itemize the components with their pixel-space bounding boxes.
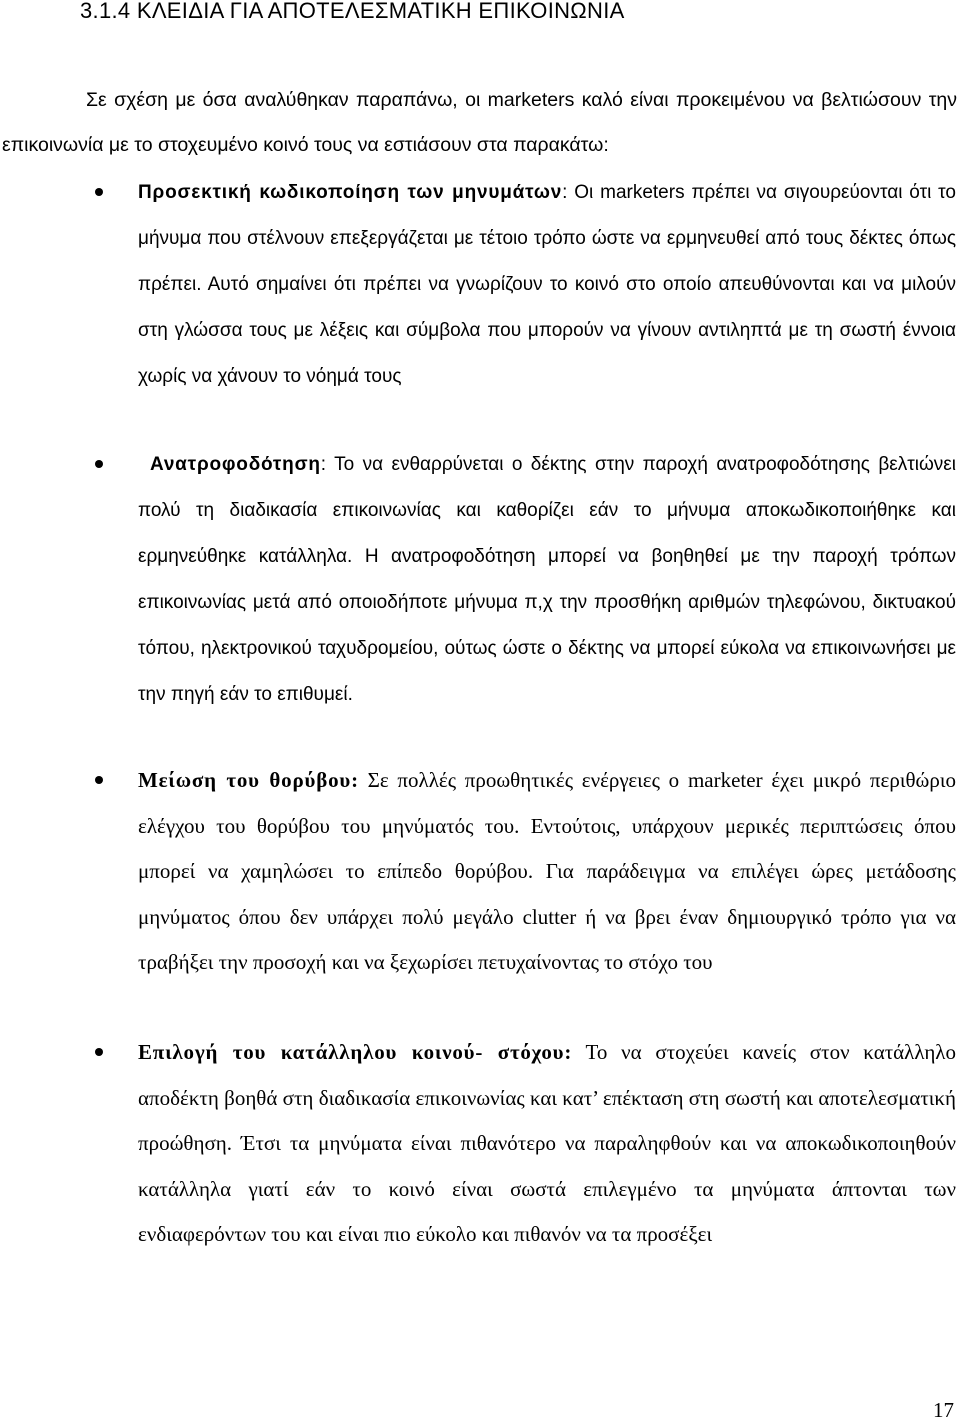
- page-number: 17: [933, 1398, 954, 1422]
- list-item-text: : Το να ενθαρρύνεται ο δέκτης στην παροχή ανατροφοδότησης βελτιώνει πολύ τη διαδικασία επικοινωνίας και καθορίζει εάν το μήνυμα αποκωδικοποιήθηκε και ερμηνεύθηκε κατάλληλα. Η ανατροφοδότηση μπορεί να βοηθηθεί με την παροχή τρόπων επικοινωνίας μετά από οποιοδήποτε μήνυμα π,χ την προσθήκη αριθμών τηλεφώνου, δικτυακού τόπου, ηλεκτρονικού ταχυδρομείου, ούτως ώστε ο δέκτης να μπορεί εύκολα να επικοινωνήσει με την πηγή εάν το επιθυμεί.: [138, 454, 956, 705]
- list-item-text: : Οι marketers πρέπει να σιγουρεύονται ότι το μήνυμα που στέλνουν επεξεργάζεται με τέτοιο τρόπο ώστε να ερμηνευθεί από τους δέκτες όπως πρέπει. Αυτό σημαίνει ότι πρέπει να γνωρίζουν το κοινό στο οποίο απευθύνονται και να μιλούν στη γλώσσα τους με λέξεις και σύμβολα που μπορούν να γίνουν αντιληπτά με τη σωστή έννοια χωρίς να χάνουν το νόημά τους: [138, 182, 956, 387]
- section-heading: 3.1.4 ΚΛΕΙΔΙΑ ΓΙΑ ΑΠΟΤΕΛΕΣΜΑΤΙΚΗ ΕΠΙΚΟΙΝΩΝΙΑ: [80, 0, 625, 23]
- list-item: [138, 442, 956, 718]
- intro-paragraph: Σε σχέση με όσα αναλύθηκαν παραπάνω, οι marketers καλό είναι προκειμένου να βελτιώσουν την επικοινωνία με το στοχευμένο κοινό τους να εστιάσουν στα παρακάτω:: [2, 89, 957, 156]
- bullet-icon: [95, 776, 103, 784]
- list-item: [138, 758, 956, 986]
- list-item-term: Προσεκτική κωδικοποίηση των μηνυμάτων: [138, 182, 563, 203]
- bullet-icon: [95, 460, 103, 468]
- list-item: [138, 1030, 956, 1258]
- list-item-term: Επιλογή του κατάλληλου κοινού- στόχου:: [138, 1040, 573, 1064]
- list-item-term: Μείωση του θορύβου:: [138, 768, 359, 792]
- list-item-term: Ανατροφοδότηση: [150, 454, 321, 475]
- list-item-text: Το να στοχεύει κανείς στον κατάλληλο αποδέκτη βοηθά στη διαδικασία επικοινωνίας και κατ’ επέκταση στη σωστή και αποτελεσματική προώθηση. Έτσι τα μηνύματα είναι πιθανότερο να παραληφθούν και να αποκωδικοποιηθούν κατάλληλα γιατί εάν το κοινό είναι σωστά επιλεγμένο τα μηνύματα άπτονται των ενδιαφερόντων του και είναι πιο εύκολο και πιθανόν να τα προσέξει: [138, 1040, 956, 1246]
- list-item: [138, 170, 956, 400]
- bullet-icon: [95, 1048, 103, 1056]
- bullet-icon: [95, 188, 103, 196]
- list-item-text: Σε πολλές προωθητικές ενέργειες ο marketer έχει μικρό περιθώριο ελέγχου του θορύβου του μηνύματός του. Εντούτοις, υπάρχουν μερικές περιπτώσεις όπου μπορεί να χαμηλώσει το επίπεδο θορύβου. Για παράδειγμα να επιλέγει ώρες μετάδοσης μηνύματος όπου δεν υπάρχει πολύ μεγάλο clutter ή να βρει έναν δημιουργικό τρόπο για να τραβήξει την προσοχή και να ξεχωρίσει πετυχαίνοντας το στόχο του: [138, 768, 956, 974]
